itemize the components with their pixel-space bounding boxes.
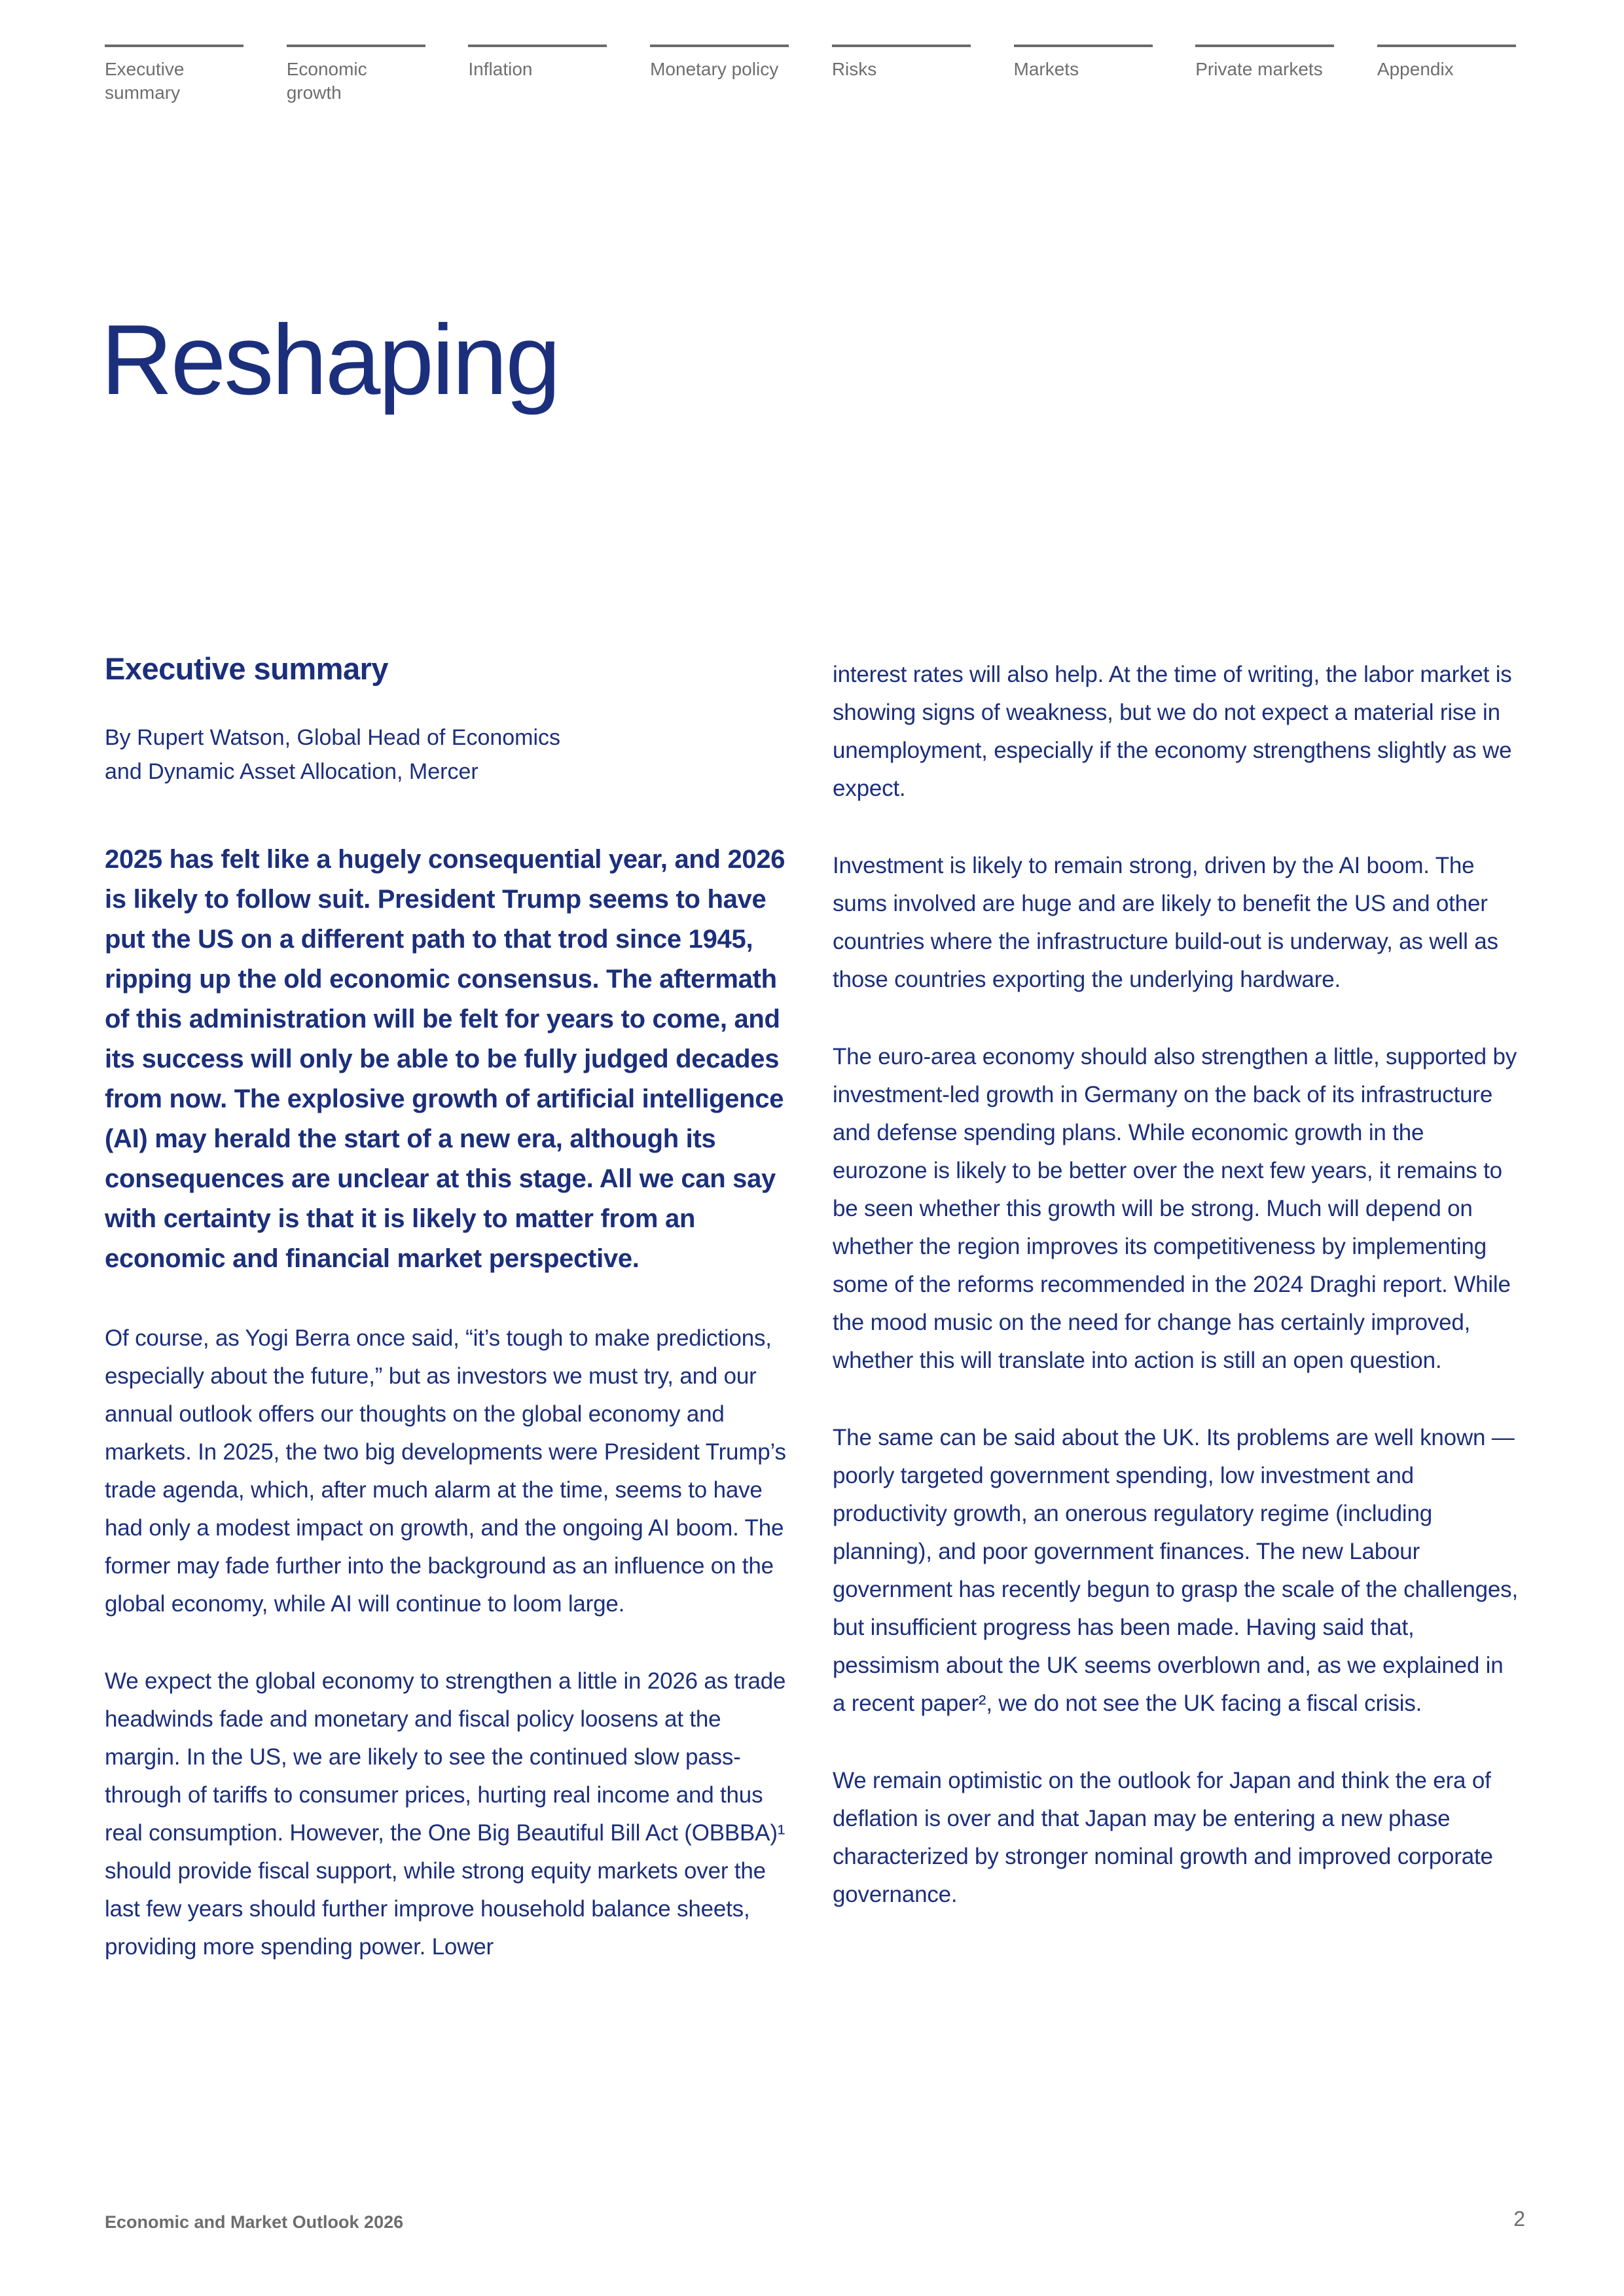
- right-column: [833, 656, 1521, 1953]
- nav-tab-private-markets[interactable]: Private markets: [1195, 45, 1334, 105]
- byline-line-1: By Rupert Watson, Global Head of Economics: [105, 725, 561, 750]
- left-column: [105, 651, 789, 2005]
- footer-document-title: Economic and Market Outlook 2026: [105, 2212, 404, 2232]
- nav-tab-appendix[interactable]: Appendix: [1377, 45, 1516, 105]
- body-paragraph: The euro-area economy should also strengthen a little, supported by investment-led growth in Germany on the back of its infrastructure and defense spending plans. While economic growth in the eurozone is likely to be better over the next few years, it remains to be seen whether this growth will be strong. Much will depend on whether the region improves its competitiveness by implementing some of the reforms recommended in the 2024 Draghi report. While the mood music on the need for change has certainly improved, whether this will translate into action is still an open question.: [833, 1044, 1517, 1373]
- nav-tab-monetary-policy[interactable]: Monetary policy: [650, 45, 789, 105]
- nav-tab-risks[interactable]: Risks: [832, 45, 971, 105]
- body-paragraph: Investment is likely to remain strong, driven by the AI boom. The sums involved are huge and are likely to benefit the US and other countries where the infrastructure build-out is underway, as well as those countries exporting the underlying hardware.: [833, 853, 1498, 992]
- body-paragraph: We expect the global economy to strengthen a little in 2026 as trade headwinds fade and monetary and fiscal policy loosens at the margin. In the US, we are likely to see the continued slow pass-through of tariffs to consumer prices, hurting real income and thus real consumption. However, the One Big Beautiful Bill Act (OBBBA)¹ should provide fiscal support, while strong equity markets over the last few years should further improve household balance sheets, providing more spending power. Lower: [105, 1668, 786, 1960]
- body-paragraph: interest rates will also help. At the time of writing, the labor market is showing signs of weakness, but we do not expect a material rise in unemployment, especially if the economy strengthens slightly as we expect.: [833, 662, 1512, 801]
- body-paragraph: We remain optimistic on the outlook for Japan and think the era of deflation is over and that Japan may be entering a new phase characterized by stronger nominal growth and improved corporate governance.: [833, 1768, 1493, 1907]
- page-title: Reshaping: [101, 304, 559, 416]
- page-number: 2: [1513, 2207, 1525, 2231]
- nav-tab-inflation[interactable]: Inflation: [468, 45, 607, 105]
- byline: [105, 721, 789, 789]
- section-heading: Executive summary: [105, 651, 389, 686]
- lead-paragraph: 2025 has felt like a hugely consequential year, and 2026 is likely to follow suit. President Trump seems to have put the US on a different path to that trod since 1945, ripping up the old economic consensus. The aftermath of this administration will be felt for years to come, and its success will only be able to be fully judged decades from now. The explosive growth of artificial intelligence (AI) may herald the start of a new era, although its consequences are unclear at this stage. All we can say with certainty is that it is likely to matter from an economic and financial market perspective.: [105, 845, 785, 1273]
- nav-tab-executive-summary[interactable]: Executive summary: [105, 45, 244, 105]
- body-paragraph: The same can be said about the UK. Its problems are well known — poorly targeted government spending, low investment and productivity growth, an onerous regulatory regime (including planning), and poor government finances. The new Labour government has recently begun to grasp the scale of the challenges, but insufficient progress has been made. Having said that, pessimism about the UK seems overblown and, as we explained in a recent paper², we do not see the UK facing a fiscal crisis.: [833, 1425, 1518, 1716]
- nav-tab-economic-growth[interactable]: Economic growth: [287, 45, 425, 105]
- top-navigation: [105, 45, 1516, 105]
- byline-line-2: and Dynamic Asset Allocation, Mercer: [105, 759, 478, 784]
- nav-tab-markets[interactable]: Markets: [1014, 45, 1153, 105]
- body-paragraph: Of course, as Yogi Berra once said, “it’s tough to make predictions, especially about the future,” but as investors we must try, and our annual outlook offers our thoughts on the global economy and markets. In 2025, the two big developments were President Trump’s trade agenda, which, after much alarm at the time, seems to have had only a modest impact on growth, and the ongoing AI boom. The former may fade further into the background as an influence on the global economy, while AI will continue to loom large.: [105, 1325, 786, 1617]
